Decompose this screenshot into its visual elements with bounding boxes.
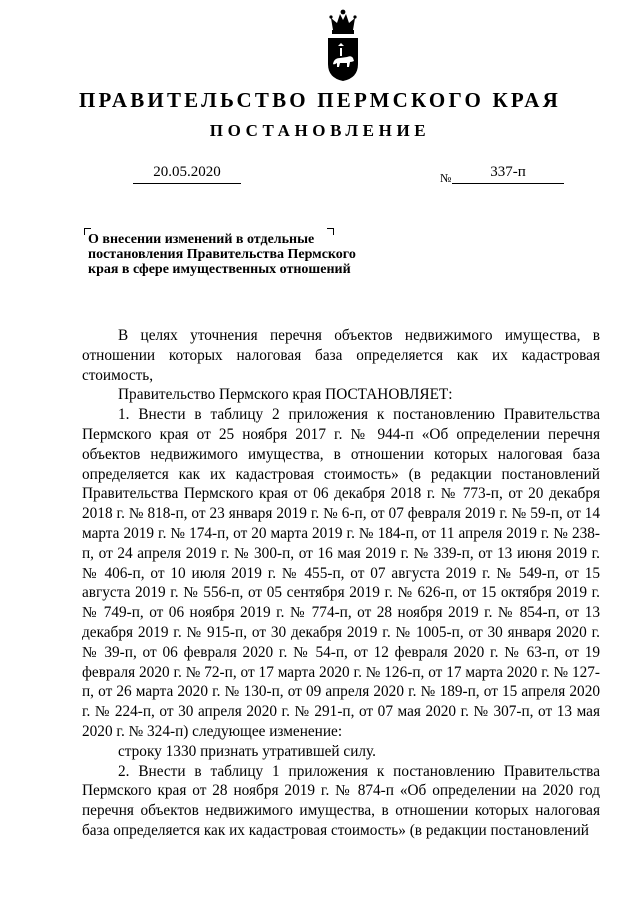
resolution-paragraph: Правительство Пермского края ПОСТАНОВЛЯЕТ: (118, 386, 453, 404)
clause-2-paragraph: 2. Внести в таблицу 1 приложения к постановлению Правительства Пермского края от 28 ноября 2019 г. № 874-п «Об определении на 2020 год перечня объектов недвижимого имущества, в отношении которых налоговая база определяется как их кадастровая стоимость» (в редакции постановлений (82, 762, 600, 839)
decree-subject: О внесении изменений в отдельные постановления Правительства Пермского края в сфере имущественных отношений (88, 232, 356, 277)
decree-number: 337-п (452, 164, 564, 184)
preamble-paragraph: В целях уточнения перечня объектов недвижимого имущества, в отношении которых налоговая база определяется как их кадастровая стоимость, (82, 327, 600, 384)
perm-krai-coat-of-arms-icon (325, 8, 361, 82)
clause-1-paragraph: 1. Внести в таблицу 2 приложения к постановлению Правительства Пермского края от 25 ноября 2017 г. № 944-п «Об определении перечня объектов недвижимого имущества, в отношении которых налоговая база определяется как их кадастровая стоимость» (в редакции постановлений Правительства Пермского края от 06 декабря 2018 г. № 773-п, от 20 декабря 2018 г. № 818-п, от 23 января 2019 г. № 6-п, от 07 февраля 2019 г. № 59-п, от 14 марта 2019 г. № 174-п, от 20 марта 2019 г. № 184-п, от 11 апреля 2019 г. № 238-п, от 24 апреля 2019 г. № 300-п, от 16 мая 2019 г. № 339-п, от 13 июня 2019 г. № 406-п, от 10 июля 2019 г. № 455-п, от 07 августа 2019 г. № 549-п, от 15 августа 2019 г. № 556-п, от 05 сентября 2019 г. № 626-п, от 15 октября 2019 г. № 749-п, от 06 ноября 2019 г. № 774-п, от 28 ноября 2019 г. № 854-п, от 13 декабря 2019 г. № 915-п, от 30 декабря 2019 г. № 1005-п, от 30 января 2020 г. № 39-п, от 06 февраля 2020 г. № 54-п, от 12 февраля 2020 г. № 63-п, от 19 февраля 2020 г. № 72-п, от 17 марта 2020 г. № 126-п, от 17 марта 2020 г. № 127-п, от 26 марта 2020 г. № 130-п, от 09 апреля 2020 г. № 189-п, от 15 апреля 2020 г. № 224-п, от 30 апреля 2020 г. № 291-п, от 07 мая 2020 г. № 307-п, от 13 мая 2020 г. № 324-п) следующее изменение: (82, 406, 600, 740)
clause-1-change-paragraph: строку 1330 признать утратившей силу. (118, 742, 376, 760)
government-title: ПРАВИТЕЛЬСТВО ПЕРМСКОГО КРАЯ (78, 88, 561, 112)
decree-date: 20.05.2020 (133, 164, 241, 184)
number-sign: № (440, 171, 452, 185)
document-type-title: ПОСТАНОВЛЕНИЕ (209, 121, 431, 140)
decree-body (82, 326, 600, 841)
